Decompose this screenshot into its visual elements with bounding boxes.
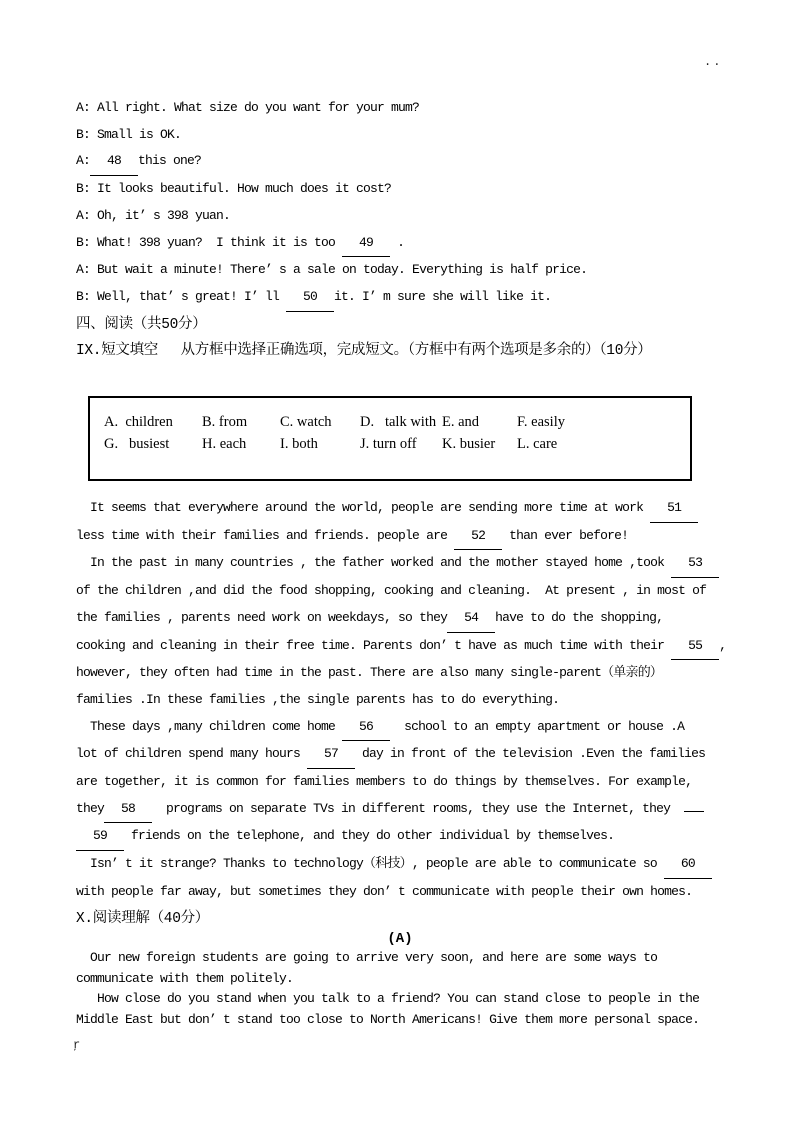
- text-line: Our new foreign students are going to arrive very soon, and here are some ways to: [76, 950, 658, 966]
- text-line: A: But wait a minute! There’ s a sale on today. Everything is half price.: [76, 262, 588, 278]
- text-line: A: 48 this one?: [76, 148, 724, 176]
- text-line: Middle East but don’ t stand too close to North Americans! Give them more personal space.: [76, 1011, 700, 1027]
- text-line: with people far away, but sometimes they don’ t communicate with people their own homes.: [76, 883, 693, 899]
- text-line: communicate with them politely.: [76, 970, 294, 986]
- text-line: B: It looks beautiful. How much does it cost?: [76, 181, 392, 197]
- word-bank-item-k: K. busier: [442, 435, 496, 452]
- text-line: How close do you stand when you talk to a friend? You can stand close to people in the: [76, 991, 700, 1007]
- blank-56: 56: [342, 714, 390, 742]
- word-bank-item-c: C. watch: [280, 414, 332, 431]
- blank-57: 57: [307, 741, 355, 769]
- section-4-heading: 四、阅读（共50分）: [76, 316, 207, 333]
- text-line: 59 friends on the telephone, and they do other individual by themselves.: [76, 823, 724, 851]
- stray-mark-top-right: ..: [704, 55, 723, 69]
- word-bank-item-l: L. care: [517, 435, 558, 452]
- blank-49: 49: [342, 230, 390, 258]
- blank-50: 50: [286, 284, 334, 312]
- blank-60: 60: [664, 851, 712, 879]
- section-10-heading: X.阅读理解（40分）: [76, 910, 210, 927]
- text-line: cooking and cleaning in their free time. Parents don’ t have as much time with their 55 ,: [76, 633, 724, 661]
- text-line: they 58 programs on separate TVs in different rooms, they use the Internet, they: [76, 796, 724, 824]
- text-line: Isn’ t it strange? Thanks to technology（科技）, people are able to communicate so 60: [76, 851, 724, 879]
- word-bank-box: [88, 396, 692, 481]
- blank-54: 54: [447, 605, 495, 633]
- text-line: B: What! 398 yuan? I think it is too 49 .: [76, 230, 724, 258]
- blank-59: 59: [76, 823, 124, 851]
- text-line: less time with their families and friends. people are 52 than ever before!: [76, 523, 724, 551]
- reading-passage-a-section: [76, 948, 724, 1030]
- word-bank-item-a: A. children: [104, 414, 173, 431]
- text-line: In the past in many countries , the father worked and the mother stayed home ,took 53: [76, 550, 724, 578]
- cloze-passage-section: [76, 495, 727, 906]
- dialogue-section: [76, 95, 724, 312]
- word-bank-item-h: H. each: [202, 435, 247, 452]
- text-line: are together, it is common for families members to do things by themselves. For example,: [76, 774, 693, 790]
- word-bank-item-d: D. talk with: [360, 414, 437, 431]
- text-line: the families , parents need work on weekdays, so they 54 have to do the shopping,: [76, 605, 724, 633]
- blank-58: 58: [104, 796, 152, 824]
- text-line: These days ,many children come home 56 school to an empty apartment or house .A: [76, 714, 724, 742]
- blank-51: 51: [650, 495, 698, 523]
- blank-55: 55: [671, 633, 719, 661]
- word-bank-item-b: B. from: [202, 414, 248, 431]
- stray-mark-bottom-left: ŗ: [73, 1038, 81, 1052]
- page-content: [76, 95, 727, 1030]
- text-line: B: Small is OK.: [76, 126, 182, 142]
- word-bank-row-2: [104, 434, 690, 456]
- text-line: families .In these families ,the single parents has to do everything.: [76, 691, 560, 707]
- text-line: It seems that everywhere around the world, people are sending more time at work 51: [76, 495, 724, 523]
- word-bank-item-f: F. easily: [517, 414, 565, 431]
- blank-line: [684, 811, 704, 812]
- text-line: B: Well, that’ s great! I’ ll 50 it. I’ m sure she will like it.: [76, 284, 724, 312]
- word-bank-item-e: E. and: [442, 414, 480, 431]
- text-line: A: Oh, it’ s 398 yuan.: [76, 207, 231, 223]
- blank-52: 52: [454, 523, 502, 551]
- word-bank-item-g: G. busiest: [104, 435, 170, 452]
- reading-passage-a-label: (A): [387, 931, 413, 948]
- section-9-subheading: IX.短文填空 从方框中选择正确选项，完成短文。（方框中有两个选项是多余的）（10分）: [76, 343, 652, 360]
- word-bank-row-1: [104, 412, 690, 434]
- blank-53: 53: [671, 550, 719, 578]
- text-line: A: All right. What size do you want for your mum?: [76, 100, 420, 115]
- text-line: however, they often had time in the past. There are also many single-parent（单亲的）: [76, 665, 663, 681]
- text-line: of the children ,and did the food shopping, cooking and cleaning. At present , in most of: [76, 583, 707, 599]
- word-bank-item-j: J. turn off: [360, 435, 417, 452]
- word-bank-item-i: I. both: [280, 435, 318, 452]
- blank-48: 48: [90, 148, 138, 176]
- text-line: lot of children spend many hours 57 day in front of the television .Even the families: [76, 741, 724, 769]
